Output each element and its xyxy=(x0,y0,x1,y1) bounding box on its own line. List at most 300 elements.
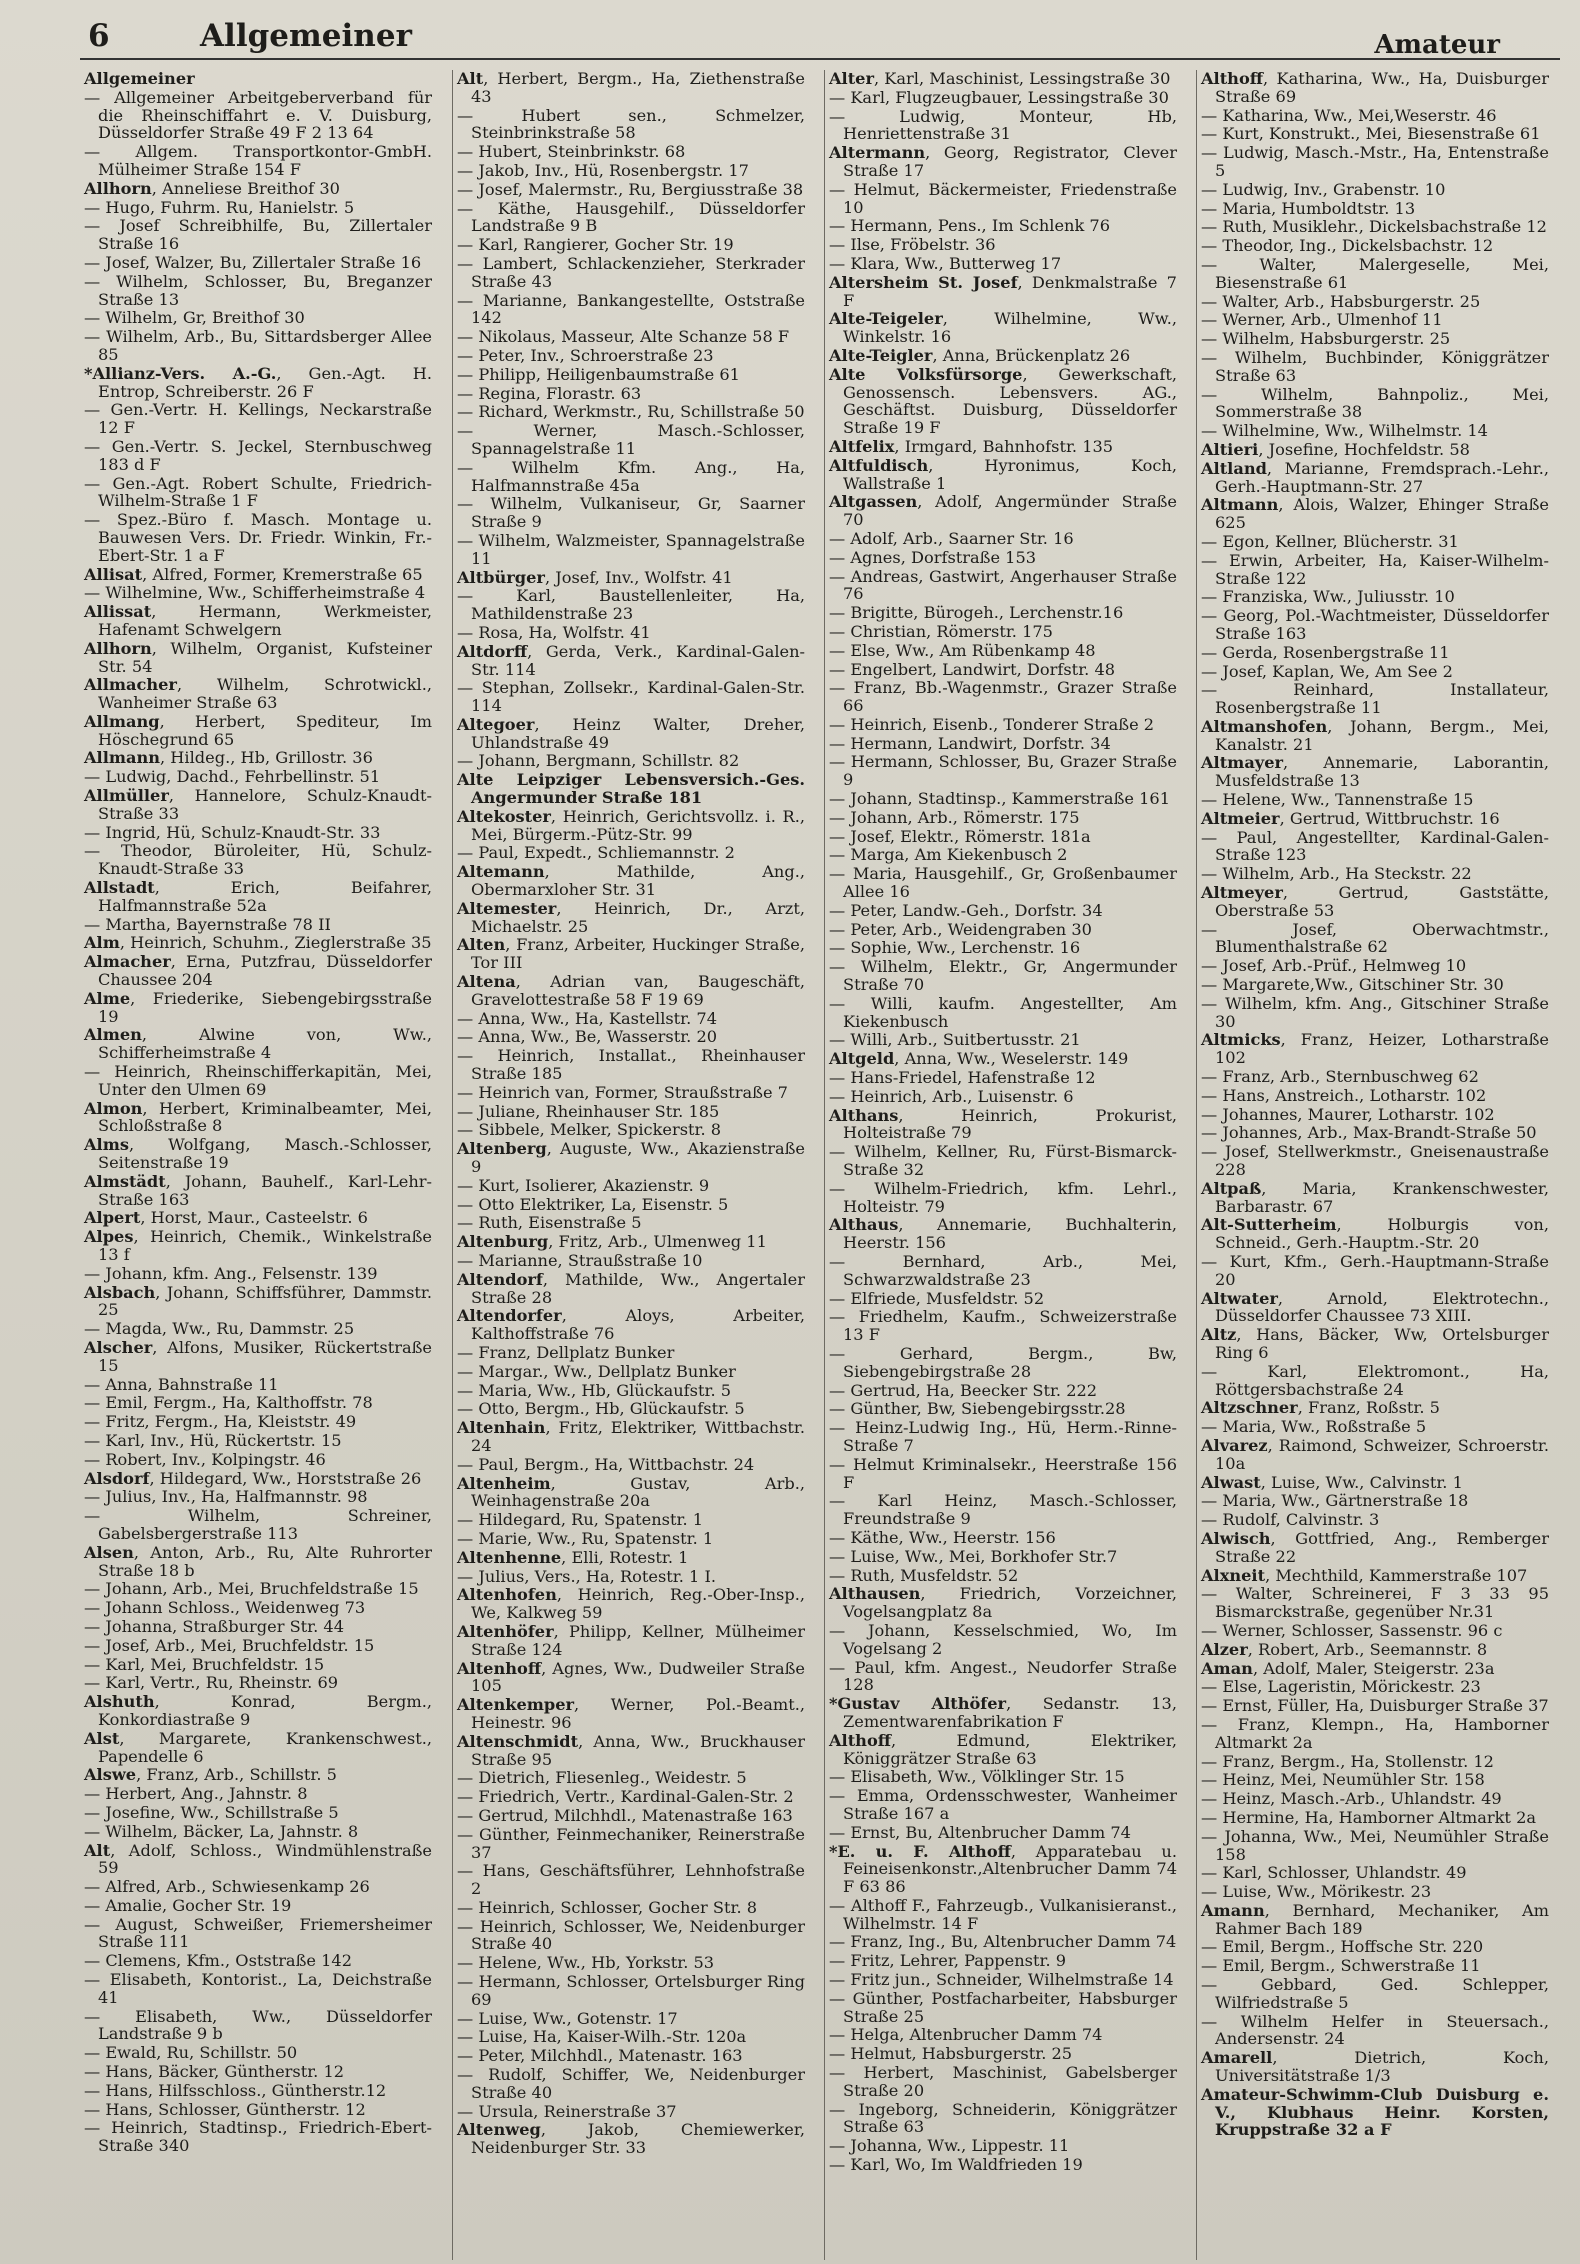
directory-entry: — August, Schweißer, Friemersheimer Straße 111 xyxy=(84,1914,432,1952)
directory-entry: Altekoster, Heinrich, Gerichtsvollz. i. R., Mei, Bürgerm.-Pütz-Str. 99 xyxy=(457,806,805,844)
directory-entry: — Andreas, Gastwirt, Angerhauser Straße 76 xyxy=(829,566,1177,604)
directory-entry: Allmang, Herbert, Spediteur, Im Höschegrund 65 xyxy=(84,711,432,749)
directory-entry: — Luise, Ww., Mei, Borkhofer Str.7 xyxy=(829,1546,1118,1566)
directory-entry: — Günther, Postfacharbeiter, Habsburger Straße 25 xyxy=(829,1988,1177,2026)
directory-entry: Almen, Alwine von, Ww., Schifferheimstraße 4 xyxy=(84,1025,432,1063)
directory-entry: — Otto Elektriker, La, Eisenstr. 5 xyxy=(457,1194,729,1214)
directory-entry: *E. u. F. Althoff, Apparatebau u. Feineisenkonstr.,Altenbrucher Damm 74 F 63 86 xyxy=(829,1841,1177,1897)
directory-entry: — Emma, Ordensschwester, Wanheimer Straße 167 a xyxy=(829,1786,1177,1823)
directory-entry: — Fritz, Fergm., Ha, Kleiststr. 49 xyxy=(84,1412,357,1432)
directory-entry: — Hans-Friedel, Hafenstraße 12 xyxy=(829,1068,1096,1088)
directory-entry: — Johannes, Arb., Max-Brandt-Straße 50 xyxy=(1201,1123,1537,1143)
directory-entry: Altmanshofen, Johann, Bergm., Mei, Kanalstr. 21 xyxy=(1201,716,1549,754)
directory-entry: — Bernhard, Arb., Mei, Schwarzwaldstraße 23 xyxy=(829,1252,1177,1289)
directory-entry: — Luise, Ww., Mörikestr. 23 xyxy=(1201,1882,1432,1902)
directory-entry: — Johanna, Ww., Mei, Neumühler Straße 158 xyxy=(1201,1826,1549,1864)
directory-entry: — Brigitte, Bürogeh., Lerchenstr.16 xyxy=(829,603,1124,623)
directory-entry: — Richard, Werkmstr., Ru, Schillstraße 50 xyxy=(457,402,805,422)
directory-entry: Altemann, Mathilde, Ang., Obermarxloher Str. 31 xyxy=(457,862,805,900)
directory-entry: — Hugo, Fuhrm. Ru, Hanielstr. 5 xyxy=(84,197,355,217)
directory-entry: Amateur-Schwimm-Club Duisburg e. V., Klubhaus Heinr. Korsten, Kruppstraße 32 a F xyxy=(1201,2084,1549,2140)
directory-entry: — Johanna, Ww., Lippestr. 11 xyxy=(829,2136,1070,2156)
directory-entry: — Gerhard, Bergm., Bw, Siebengebirgstraße 28 xyxy=(829,1343,1177,1381)
directory-entry: — Agnes, Dorfstraße 153 xyxy=(829,547,1037,567)
directory-entry: — Peter, Inv., Schroerstraße 23 xyxy=(457,345,714,365)
directory-entry: — Wilhelm, Schlosser, Bu, Breganzer Straße 13 xyxy=(84,271,432,309)
directory-entry: — Wilhelm, Gr, Breithof 30 xyxy=(84,308,305,328)
directory-entry: — Jakob, Inv., Hü, Rosenbergstr. 17 xyxy=(457,160,749,180)
directory-entry: — Helmut, Habsburgerstr. 25 xyxy=(829,2044,1073,2064)
directory-entry: — Wilhelm Helfer in Steuersach., Andersenstr. 24 xyxy=(1201,2011,1549,2049)
directory-entry: — Elfriede, Musfeldstr. 52 xyxy=(829,1288,1045,1308)
directory-entry: — Wilhelm, Habsburgerstr. 25 xyxy=(1201,329,1451,349)
column-4 xyxy=(1196,70,1557,2260)
directory-entry: Altgeld, Anna, Ww., Weselerstr. 149 xyxy=(829,1049,1129,1069)
directory-entry: — Else, Lageristin, Mörickestr. 23 xyxy=(1201,1677,1481,1697)
directory-entry: — Josef, Elektr., Römerstr. 181a xyxy=(829,826,1091,846)
directory-entry: — Wilhelm, Arb., Bu, Sittardsberger Allee 85 xyxy=(84,327,432,364)
directory-entry: — Wilhelmine, Ww., Schifferheimstraße 4 xyxy=(84,583,426,603)
directory-entry: Alwisch, Gottfried, Ang., Remberger Straße 22 xyxy=(1201,1528,1549,1566)
directory-entry: — Magda, Ww., Ru, Dammstr. 25 xyxy=(84,1319,355,1339)
directory-entry: Alwast, Luise, Ww., Calvinstr. 1 xyxy=(1201,1472,1463,1492)
page-header xyxy=(80,16,1560,60)
directory-entry: — Käthe, Ww., Heerstr. 156 xyxy=(829,1527,1056,1547)
directory-entry: Altz, Hans, Bäcker, Ww, Ortelsburger Ring 6 xyxy=(1201,1325,1549,1362)
directory-entry: Alte Volksfürsorge, Gewerkschaft, Genossensch. Lebensvers. AG., Geschäftst. Duisburg, Düsseldorfer Straße 19 F xyxy=(829,364,1177,438)
directory-entry: — Johannes, Maurer, Lotharstr. 102 xyxy=(1201,1104,1495,1124)
directory-entry: — Ernst, Bu, Altenbrucher Damm 74 xyxy=(829,1822,1131,1842)
directory-entry: — Gen.-Vertr. H. Kellings, Neckarstraße 12 F xyxy=(84,400,432,438)
directory-entry: — Heinrich, Schlosser, Gocher Str. 8 xyxy=(457,1897,758,1917)
directory-entry: — Rosa, Ha, Wolfstr. 41 xyxy=(457,622,651,642)
directory-entry: — Adolf, Arb., Saarner Str. 16 xyxy=(829,528,1074,548)
directory-entry: — Kurt, Kfm., Gerh.-Hauptmann-Straße 20 xyxy=(1201,1252,1549,1289)
directory-entry: — Josef, Walzer, Bu, Zillertaler Straße 16 xyxy=(84,252,422,272)
directory-entry: — Anna, Ww., Ha, Kastellstr. 74 xyxy=(457,1008,718,1028)
directory-entry: — Karl, Rangierer, Gocher Str. 19 xyxy=(457,235,734,255)
directory-entry: — Franz, Dellplatz Bunker xyxy=(457,1342,675,1362)
directory-entry: Altena, Adrian van, Baugeschäft, Gravelottestraße 58 F 19 69 xyxy=(457,972,805,1009)
directory-entry: Altenkemper, Werner, Pol.-Beamt., Heinestr. 96 xyxy=(457,1695,805,1732)
directory-entry: — Nikolaus, Masseur, Alte Schanze 58 F xyxy=(457,327,790,347)
directory-entry: — Ilse, Fröbelstr. 36 xyxy=(829,235,996,255)
directory-entry: — Anna, Ww., Be, Wasserstr. 20 xyxy=(457,1027,718,1047)
directory-entry: Althoff, Edmund, Elektriker, Königgrätzer Straße 63 xyxy=(829,1730,1177,1768)
directory-entry: — Johann, kfm. Ang., Felsenstr. 139 xyxy=(84,1263,378,1283)
directory-entry: — Josef, Malermstr., Ru, Bergiusstraße 38 xyxy=(457,179,804,199)
directory-entry: — Maria, Ww., Gärtnerstraße 18 xyxy=(1201,1491,1469,1511)
directory-entry: — Ruth, Musfeldstr. 52 xyxy=(829,1565,1019,1585)
directory-entry: Altersheim St. Josef, Denkmalstraße 7 F xyxy=(829,272,1177,310)
directory-entry: — Ruth, Musiklehr., Dickelsbachstraße 12 xyxy=(1201,217,1547,237)
directory-entry: Altenhenne, Elli, Rotestr. 1 xyxy=(457,1547,689,1567)
directory-entry: Altmicks, Franz, Heizer, Lotharstraße 102 xyxy=(1201,1030,1549,1068)
directory-entry: — Karl, Wo, Im Waldfrieden 19 xyxy=(829,2155,1083,2175)
directory-entry: — Philipp, Heiligenbaumstraße 61 xyxy=(457,364,740,384)
directory-entry: Allstadt, Erich, Beifahrer, Halfmannstraße 52a xyxy=(84,878,432,915)
directory-entry: Althans, Heinrich, Prokurist, Holteistraße 79 xyxy=(829,1105,1177,1143)
directory-entry: Alzer, Robert, Arb., Seemannstr. 8 xyxy=(1201,1639,1488,1659)
directory-entry: — Emil, Bergm., Hoffsche Str. 220 xyxy=(1201,1937,1484,1957)
directory-entry: — Karl, Inv., Hü, Rückertstr. 15 xyxy=(84,1430,342,1450)
header-left-keyword: Allgemeiner xyxy=(200,18,412,54)
directory-entry: — Herbert, Maschinist, Gabelsberger Straße 20 xyxy=(829,2063,1177,2100)
directory-entry: — Wilhelm, Elektr., Gr, Angermunder Straße 70 xyxy=(829,957,1177,995)
directory-entry: Alm, Heinrich, Schuhm., Zieglerstraße 35 xyxy=(84,933,432,953)
directory-entry: — Peter, Arb., Weidengraben 30 xyxy=(829,919,1092,939)
directory-entry: Altmeyer, Gertrud, Gaststätte, Oberstraße 53 xyxy=(1201,883,1549,920)
directory-entry: — Hans, Geschäftsführer, Lehnhofstraße 2 xyxy=(457,1861,805,1899)
directory-entry: — Wilhelm, Buchbinder, Königgrätzer Straße 63 xyxy=(1201,347,1549,385)
directory-entry: — Clemens, Kfm., Oststraße 142 xyxy=(84,1951,353,1971)
directory-entry: *Gustav Althöfer, Sedanstr. 13, Zementwarenfabrikation F xyxy=(829,1694,1177,1731)
directory-entry: — Paul, kfm. Angest., Neudorfer Straße 128 xyxy=(829,1657,1177,1695)
directory-entry: Alter, Karl, Maschinist, Lessingstraße 30 xyxy=(829,70,1171,88)
directory-entry: — Heinrich, Eisenb., Tonderer Straße 2 xyxy=(829,714,1155,734)
directory-entry: — Hildegard, Ru, Spatenstr. 1 xyxy=(457,1510,704,1530)
directory-entry: — Heinz-Ludwig Ing., Hü, Herm.-Rinne-Straße 7 xyxy=(829,1418,1177,1455)
directory-entry: — Käthe, Hausgehilf., Düsseldorfer Landstraße 9 B xyxy=(457,198,805,236)
directory-entry: — Althoff F., Fahrzeugb., Vulkanisieranst., Wilhelmstr. 14 F xyxy=(829,1895,1177,1933)
directory-entry: — Wilhelm, Vulkaniseur, Gr, Saarner Straße 9 xyxy=(457,494,805,532)
directory-entry: — Franziska, Ww., Juliusstr. 10 xyxy=(1201,587,1455,607)
directory-entry: — Kurt, Isolierer, Akazienstr. 9 xyxy=(457,1175,710,1195)
directory-entry: — Josef, Stellwerkmstr., Gneisenaustraße 228 xyxy=(1201,1142,1549,1180)
directory-entry: — Helene, Ww., Hb, Yorkstr. 53 xyxy=(457,1953,715,1973)
directory-entry: — Paul, Angestellter, Kardinal-Galen-Straße 123 xyxy=(1201,827,1549,865)
directory-entry: — Wilhelm-Friedrich, kfm. Lehrl., Holteistr. 79 xyxy=(829,1178,1177,1216)
directory-entry: — Georg, Pol.-Wachtmeister, Düsseldorfer Straße 163 xyxy=(1201,606,1549,643)
directory-entry: Alpert, Horst, Maur., Casteelstr. 6 xyxy=(84,1208,368,1228)
directory-entry: Altfelix, Irmgard, Bahnhofstr. 135 xyxy=(829,436,1114,456)
directory-entry: Altenheim, Gustav, Arb., Weinhagenstraße 20a xyxy=(457,1473,805,1511)
directory-entry: — Fritz, Lehrer, Pappenstr. 9 xyxy=(829,1951,1067,1971)
directory-entry: Almstädt, Johann, Bauhelf., Karl-Lehr-Straße 163 xyxy=(84,1171,432,1209)
directory-entry: Allmüller, Hannelore, Schulz-Knaudt-Straße 33 xyxy=(84,786,432,823)
directory-entry: — Johann, Arb., Mei, Bruchfeldstraße 15 xyxy=(84,1579,419,1599)
directory-entry: — Elisabeth, Ww., Düsseldorfer Landstraße 9 b xyxy=(84,2006,432,2044)
directory-entry: Allissat, Hermann, Werkmeister, Hafenamt Schwelgern xyxy=(84,602,432,639)
directory-entry: — Rudolf, Schiffer, We, Neidenburger Straße 40 xyxy=(457,2065,805,2102)
directory-entry: — Maria, Humboldtstr. 13 xyxy=(1201,198,1416,218)
directory-entry: Alte-Teigler, Anna, Brückenplatz 26 xyxy=(829,345,1131,365)
directory-entry: Alxneit, Mechthild, Kammerstraße 107 xyxy=(1201,1565,1528,1585)
directory-entry: — Elisabeth, Ww., Völklinger Str. 15 xyxy=(829,1767,1125,1787)
directory-entry: — Ludwig, Dachd., Fehrbellinstr. 51 xyxy=(84,767,381,787)
directory-entry: — Julius, Inv., Ha, Halfmannstr. 98 xyxy=(84,1487,368,1507)
directory-entry: — Marga, Am Kiekenbusch 2 xyxy=(829,845,1068,865)
directory-entry: — Hermine, Ha, Hamborner Altmarkt 2a xyxy=(1201,1807,1537,1827)
directory-entry: — Helmut, Bäckermeister, Friedenstraße 10 xyxy=(829,179,1177,217)
directory-entry: — Helene, Ww., Tannenstraße 15 xyxy=(1201,790,1474,810)
directory-entry: — Friedhelm, Kaufm., Schweizerstraße 13 F xyxy=(829,1307,1177,1345)
directory-entry: — Heinz, Mei, Neumühler Str. 158 xyxy=(1201,1770,1485,1790)
directory-entry: — Willi, kaufm. Angestellter, Am Kiekenbusch xyxy=(829,993,1177,1031)
directory-entry: — Ludwig, Masch.-Mstr., Ha, Entenstraße 5 xyxy=(1201,143,1549,180)
directory-entry: Alsbach, Johann, Schiffsführer, Dammstr. 25 xyxy=(84,1282,432,1320)
directory-entry: — Paul, Bergm., Ha, Wittbachstr. 24 xyxy=(457,1454,755,1474)
directory-entry: — Hermann, Landwirt, Dorfstr. 34 xyxy=(829,733,1111,753)
directory-entry: — Franz, Ing., Bu, Altenbrucher Damm 74 xyxy=(829,1932,1177,1952)
directory-entry: Althaus, Annemarie, Buchhalterin, Heerstr. 156 xyxy=(829,1215,1177,1253)
directory-entry: — Hubert sen., Schmelzer, Steinbrinkstraße 58 xyxy=(457,105,805,143)
directory-entry: Altzschner, Franz, Roßstr. 5 xyxy=(1201,1398,1440,1418)
directory-entry: — Karl Heinz, Masch.-Schlosser, Freundstraße 9 xyxy=(829,1491,1177,1529)
directory-entry: — Karl, Schlosser, Uhlandstr. 49 xyxy=(1201,1863,1467,1883)
directory-entry: — Josef, Arb., Mei, Bruchfeldstr. 15 xyxy=(84,1635,375,1655)
directory-entry: Allhorn, Wilhelm, Organist, Kufsteiner Str. 54 xyxy=(84,638,432,676)
directory-entry: Altmayer, Annemarie, Laborantin, Musfeldstraße 13 xyxy=(1201,753,1549,791)
directory-entry: — Franz, Bb.-Wagenmstr., Grazer Straße 66 xyxy=(829,678,1177,716)
directory-entry: — Heinrich, Rheinschifferkapitän, Mei, Unter den Ulmen 69 xyxy=(84,1062,432,1099)
directory-entry: — Dietrich, Fliesenleg., Weidestr. 5 xyxy=(457,1768,747,1788)
directory-entry: Alsdorf, Hildegard, Ww., Horststraße 26 xyxy=(84,1468,422,1488)
directory-entry: Alten, Franz, Arbeiter, Huckinger Straße, Tor III xyxy=(457,935,805,973)
directory-entry: — Hans, Schlosser, Güntherstr. 12 xyxy=(84,2099,366,2119)
directory-entry: Allgemeiner xyxy=(84,70,195,88)
directory-entry: — Juliane, Rheinhauser Str. 185 xyxy=(457,1101,720,1121)
directory-entry: — Johann, Kesselschmied, Wo, Im Vogelsang 2 xyxy=(829,1620,1177,1658)
directory-entry: Altieri, Josefine, Hochfeldstr. 58 xyxy=(1201,439,1470,459)
directory-entry: — Marie, Ww., Ru, Spatenstr. 1 xyxy=(457,1528,714,1548)
directory-entry: — Karl, Vertr., Ru, Rheinstr. 69 xyxy=(84,1673,339,1693)
directory-entry: — Luise, Ha, Kaiser-Wilh.-Str. 120a xyxy=(457,2027,747,2047)
directory-entry: — Theodor, Ing., Dickelsbachstr. 12 xyxy=(1201,236,1494,256)
directory-entry: — Marianne, Straußstraße 10 xyxy=(457,1251,703,1270)
directory-entry: — Gebbard, Ged. Schlepper, Wilfriedstraße 5 xyxy=(1201,1975,1549,2012)
directory-entry: Alscher, Alfons, Musiker, Rückertstraße 15 xyxy=(84,1337,432,1375)
directory-entry: — Ursula, Reinerstraße 37 xyxy=(457,2101,677,2121)
directory-entry: — Gen.-Agt. Robert Schulte, Friedrich-Wilhelm-Straße 1 F xyxy=(84,473,432,511)
directory-entry: — Karl, Flugzeugbauer, Lessingstraße 30 xyxy=(829,87,1169,107)
directory-entry: — Sibbele, Melker, Spickerstr. 8 xyxy=(457,1120,722,1140)
directory-entry: — Katharina, Ww., Mei,Weserstr. 46 xyxy=(1201,105,1497,125)
directory-entry: Almacher, Erna, Putzfrau, Düsseldorfer Chaussee 204 xyxy=(84,952,432,990)
directory-entry: — Hans, Bäcker, Güntherstr. 12 xyxy=(84,2062,345,2082)
directory-entry: Amarell, Dietrich, Koch, Universitätstraße 1/3 xyxy=(1201,2048,1549,2086)
directory-entry: — Margarete,Ww., Gitschiner Str. 30 xyxy=(1201,975,1504,995)
directory-entry: Altfuldisch, Hyronimus, Koch, Wallstraße 1 xyxy=(829,455,1177,493)
directory-entry: — Robert, Inv., Kolpingstr. 46 xyxy=(84,1449,326,1469)
directory-entry: — Ludwig, Monteur, Hb, Henriettenstraße 31 xyxy=(829,106,1177,144)
directory-entry: — Wilhelm, Bahnpoliz., Mei, Sommerstraße 38 xyxy=(1201,384,1549,422)
directory-entry: — Hermann, Schlosser, Ortelsburger Ring 69 xyxy=(457,1972,805,2009)
directory-entry: Altendorfer, Aloys, Arbeiter, Kalthoffstraße 76 xyxy=(457,1306,805,1344)
directory-entry: — Josef, Oberwachtmstr., Blumenthalstraße 62 xyxy=(1201,919,1549,957)
directory-entry: — Ernst, Füller, Ha, Duisburger Straße 37 xyxy=(1201,1696,1549,1716)
directory-entry: *Allianz-Vers. A.-G., Gen.-Agt. H. Entrop, Schreiberstr. 26 F xyxy=(84,363,433,401)
directory-entry: — Hermann, Pens., Im Schlenk 76 xyxy=(829,216,1111,236)
directory-entry: Allmacher, Wilhelm, Schrotwickl., Wanheimer Straße 63 xyxy=(84,675,432,713)
directory-entry: Altland, Marianne, Fremdsprach.-Lehr., Gerh.-Hauptmann-Str. 27 xyxy=(1201,458,1549,496)
directory-entry: Almon, Herbert, Kriminalbeamter, Mei, Schloßstraße 8 xyxy=(84,1098,432,1136)
directory-entry: — Josef Schreibhilfe, Bu, Zillertaler Straße 16 xyxy=(84,216,432,254)
directory-entry: — Franz, Bergm., Ha, Stollenstr. 12 xyxy=(1201,1751,1494,1771)
page-number: 6 xyxy=(88,18,110,54)
directory-entry: — Wilhelm, Walzmeister, Spannagelstraße 11 xyxy=(457,530,805,568)
directory-entry: — Johanna, Straßburger Str. 44 xyxy=(84,1616,345,1636)
directory-entry: — Karl, Baustellenleiter, Ha, Mathildenstraße 23 xyxy=(457,586,805,624)
directory-entry: — Heinrich, Installat., Rheinhauser Straße 185 xyxy=(457,1046,805,1084)
directory-entry: — Spez.-Büro f. Masch. Montage u. Bauwesen Vers. Dr. Friedr. Winkin, Fr.-Ebert-Str. 1 a F xyxy=(84,510,432,565)
directory-entry: — Sophie, Ww., Lerchenstr. 16 xyxy=(829,938,1081,958)
directory-entry: Althausen, Friedrich, Vorzeichner, Vogelsangplatz 8a xyxy=(829,1584,1177,1622)
directory-entry: — Heinrich, Stadtinsp., Friedrich-Ebert-Straße 340 xyxy=(84,2118,432,2156)
directory-entry: — Willi, Arb., Suitbertusstr. 21 xyxy=(829,1030,1081,1050)
directory-entry: Allhorn, Anneliese Breithof 30 xyxy=(84,178,340,198)
directory-entry: — Ingeborg, Schneiderin, Königgrätzer Straße 63 xyxy=(829,2099,1177,2137)
directory-columns xyxy=(80,70,1564,2264)
directory-entry: — Emil, Fergm., Ha, Kalthoffstr. 78 xyxy=(84,1393,373,1413)
column-2 xyxy=(452,70,813,2260)
directory-entry: — Stephan, Zollsekr., Kardinal-Galen-Str. 114 xyxy=(457,678,805,716)
directory-entry: — Franz, Arb., Sternbuschweg 62 xyxy=(1201,1067,1479,1087)
directory-entry: Allisat, Alfred, Former, Kremerstraße 65 xyxy=(84,564,423,584)
directory-entry: — Helga, Altenbrucher Damm 74 xyxy=(829,2025,1103,2045)
directory-entry: — Anna, Bahnstraße 11 xyxy=(84,1374,279,1394)
directory-entry: — Ludwig, Inv., Grabenstr. 10 xyxy=(1201,179,1446,199)
directory-entry: Altdorff, Gerda, Verk., Kardinal-Galen-Str. 114 xyxy=(457,641,805,679)
directory-entry: — Maria, Ww., Roßstraße 5 xyxy=(1201,1417,1427,1437)
directory-entry: — Heinrich van, Former, Straußstraße 7 xyxy=(457,1082,788,1102)
directory-entry: Amann, Bernhard, Mechaniker, Am Rahmer Bach 189 xyxy=(1201,1900,1549,1938)
directory-entry: Allmann, Hildeg., Hb, Grillostr. 36 xyxy=(84,748,373,768)
directory-entry: — Else, Ww., Am Rübenkamp 48 xyxy=(829,640,1096,660)
directory-entry: Altpaß, Maria, Krankenschwester, Barbarastr. 67 xyxy=(1201,1178,1549,1216)
directory-entry: — Wilhelm, kfm. Ang., Gitschiner Straße 30 xyxy=(1201,993,1549,1031)
column-3 xyxy=(824,70,1185,2260)
directory-entry: — Wilhelm, Schreiner, Gabelsbergerstraße 113 xyxy=(84,1506,432,1543)
directory-entry: — Hubert, Steinbrinkstr. 68 xyxy=(457,142,686,162)
directory-entry: Alte Leipziger Lebensversich.-Ges. Angermunder Straße 181 xyxy=(457,770,805,808)
directory-entry: Altenhain, Fritz, Elektriker, Wittbachstr. 24 xyxy=(457,1418,805,1455)
directory-entry: — Josef, Kaplan, We, Am See 2 xyxy=(1201,661,1453,681)
directory-entry: — Maria, Ww., Hb, Glückaufstr. 5 xyxy=(457,1380,732,1400)
directory-entry: — Ingrid, Hü, Schulz-Knaudt-Str. 33 xyxy=(84,822,381,842)
directory-entry: — Elisabeth, Kontorist., La, Deichstraße 41 xyxy=(84,1970,432,2007)
directory-entry: — Martha, Bayernstraße 78 II xyxy=(84,914,331,934)
directory-entry: — Karl, Mei, Bruchfeldstr. 15 xyxy=(84,1654,325,1674)
directory-entry: Alsen, Anton, Arb., Ru, Alte Ruhrorter Straße 18 b xyxy=(84,1542,432,1580)
directory-entry: — Wilhelm, Bäcker, La, Jahnstr. 8 xyxy=(84,1821,359,1841)
directory-entry: — Erwin, Arbeiter, Ha, Kaiser-Wilhelm-Straße 122 xyxy=(1201,550,1549,588)
directory-entry: — Allgem. Transportkontor-GmbH. Mülheimer Straße 154 F xyxy=(84,142,432,179)
directory-entry: — Wilhelmine, Ww., Wilhelmstr. 14 xyxy=(1201,421,1488,441)
directory-entry: — Julius, Vers., Ha, Rotestr. 1 I. xyxy=(457,1566,717,1586)
directory-entry: — Walter, Malergeselle, Mei, Biesenstraße 61 xyxy=(1201,254,1549,292)
directory-entry: — Lambert, Schlackenzieher, Sterkrader Straße 43 xyxy=(457,253,805,291)
directory-entry: — Günther, Bw, Siebengebirgsstr.28 xyxy=(829,1399,1126,1419)
directory-entry: — Heinrich, Arb., Luisenstr. 6 xyxy=(829,1086,1074,1106)
directory-entry: — Paul, Expedt., Schliemannstr. 2 xyxy=(457,843,735,863)
directory-entry: — Wilhelm Kfm. Ang., Ha, Halfmannstraße 45a xyxy=(457,457,805,495)
directory-entry: — Hermann, Schlosser, Bu, Grazer Straße 9 xyxy=(829,752,1177,790)
directory-entry: — Günther, Feinmechaniker, Reinerstraße 37 xyxy=(457,1824,805,1862)
directory-entry: — Josefine, Ww., Schillstraße 5 xyxy=(84,1802,339,1822)
directory-entry: Altenburg, Fritz, Arb., Ulmenweg 11 xyxy=(457,1232,767,1252)
directory-entry: — Theodor, Büroleiter, Hü, Schulz-Knaudt-Straße 33 xyxy=(84,841,432,879)
directory-entry: — Reinhard, Installateur, Rosenbergstraße 11 xyxy=(1201,680,1549,718)
directory-entry: Altenschmidt, Anna, Ww., Bruckhauser Straße 95 xyxy=(457,1731,805,1769)
directory-entry: — Werner, Masch.-Schlosser, Spannagelstraße 11 xyxy=(457,421,805,458)
directory-entry: Altegoer, Heinz Walter, Dreher, Uhlandstraße 49 xyxy=(457,714,805,752)
directory-entry: — Wilhelm, Arb., Ha Steckstr. 22 xyxy=(1201,864,1472,884)
directory-entry: Alpes, Heinrich, Chemik., Winkelstraße 13 f xyxy=(84,1227,432,1264)
directory-entry: Altbürger, Josef, Inv., Wolfstr. 41 xyxy=(457,567,733,587)
directory-entry: — Herbert, Ang., Jahnstr. 8 xyxy=(84,1784,308,1804)
directory-entry: — Emil, Bergm., Schwerstraße 11 xyxy=(1201,1956,1481,1976)
directory-entry: Altmeier, Gertrud, Wittbruchstr. 16 xyxy=(1201,808,1500,828)
directory-entry: — Johann Schloss., Weidenweg 73 xyxy=(84,1598,366,1618)
directory-entry: Alst, Margarete, Krankenschwest., Papendelle 6 xyxy=(84,1728,432,1766)
directory-entry: — Johann, Stadtinsp., Kammerstraße 161 xyxy=(829,789,1171,809)
directory-entry: Alt, Adolf, Schloss., Windmühlenstraße 59 xyxy=(84,1840,432,1878)
directory-entry: — Walter, Schreinerei, F 3 33 95 Bismarckstraße, gegenüber Nr.31 xyxy=(1201,1584,1549,1622)
directory-entry: — Gertrud, Milchhdl., Matenastraße 163 xyxy=(457,1805,793,1825)
directory-entry: — Ewald, Ru, Schillstr. 50 xyxy=(84,2043,298,2063)
directory-entry: — Hans, Anstreich., Lotharstr. 102 xyxy=(1201,1085,1487,1105)
directory-entry: Altgassen, Adolf, Angermünder Straße 70 xyxy=(829,492,1177,530)
directory-entry: — Rudolf, Calvinstr. 3 xyxy=(1201,1510,1380,1530)
directory-entry: Altenhoff, Agnes, Ww., Dudweiler Straße 105 xyxy=(457,1658,805,1696)
directory-entry: — Franz, Klempn., Ha, Hamborner Altmarkt 2a xyxy=(1201,1714,1549,1752)
column-1 xyxy=(80,70,440,2260)
directory-entry: Altermann, Georg, Registrator, Clever Straße 17 xyxy=(829,143,1177,180)
directory-entry: — Christian, Römerstr. 175 xyxy=(829,621,1053,641)
directory-entry: — Gertrud, Ha, Beecker Str. 222 xyxy=(829,1380,1098,1400)
directory-entry: — Egon, Kellner, Blücherstr. 31 xyxy=(1201,531,1459,551)
directory-entry: — Fritz jun., Schneider, Wilhelmstraße 14 xyxy=(829,1970,1174,1990)
directory-entry: — Otto, Bergm., Hb, Glückaufstr. 5 xyxy=(457,1399,745,1419)
directory-entry: — Margar., Ww., Dellplatz Bunker xyxy=(457,1361,736,1381)
directory-entry: — Peter, Milchhdl., Matenastr. 163 xyxy=(457,2046,743,2066)
directory-entry: — Marianne, Bankangestellte, Oststraße 142 xyxy=(457,290,805,328)
directory-entry: Altwater, Arnold, Elektrotechn., Düsseldorfer Chaussee 73 XIII. xyxy=(1201,1288,1549,1326)
directory-entry: Althoff, Katharina, Ww., Ha, Duisburger Straße 69 xyxy=(1201,70,1549,106)
directory-entry: Alt-Sutterheim, Holburgis von, Schneid., Gerh.-Hauptm.-Str. 20 xyxy=(1201,1215,1549,1253)
directory-entry: Altmann, Alois, Walzer, Ehinger Straße 625 xyxy=(1201,495,1549,533)
directory-entry: — Engelbert, Landwirt, Dorfstr. 48 xyxy=(829,659,1116,679)
directory-entry: — Luise, Ww., Gotenstr. 17 xyxy=(457,2008,678,2028)
directory-entry: Alvarez, Raimond, Schweizer, Schroerstr. 10a xyxy=(1201,1435,1549,1473)
directory-entry: — Johann, Arb., Römerstr. 175 xyxy=(829,807,1080,827)
directory-entry: Altenhöfer, Philipp, Kellner, Mülheimer Straße 124 xyxy=(457,1621,805,1659)
directory-entry: — Peter, Landw.-Geh., Dorfstr. 34 xyxy=(829,900,1103,920)
directory-entry: — Heinrich, Schlosser, We, Neidenburger Straße 40 xyxy=(457,1916,805,1954)
directory-entry: — Allgemeiner Arbeitgeberverband für die Rheinschiffahrt e. V. Duisburg, Düsseldorfer Straße 49 F 2 13 64 xyxy=(84,87,432,143)
directory-entry: Alshuth, Konrad, Bergm., Konkordiastraße 9 xyxy=(84,1692,432,1729)
directory-entry: — Werner, Schlosser, Sassenstr. 96 c xyxy=(1201,1620,1503,1640)
directory-entry: — Werner, Arb., Ulmenhof 11 xyxy=(1201,310,1443,330)
directory-entry: Altenhofen, Heinrich, Reg.-Ober-Insp., We, Kalkweg 59 xyxy=(457,1585,805,1623)
directory-entry: Altemester, Heinrich, Dr., Arzt, Michaelstr. 25 xyxy=(457,898,805,936)
directory-entry: Alswe, Franz, Arb., Schillstr. 5 xyxy=(84,1765,337,1785)
directory-entry: — Hans, Hilfsschloss., Güntherstr.12 xyxy=(84,2080,387,2100)
header-right-keyword: Amateur xyxy=(1374,30,1500,60)
directory-entry: — Ruth, Eisenstraße 5 xyxy=(457,1213,642,1233)
directory-entry: — Gerda, Rosenbergstraße 11 xyxy=(1201,642,1450,662)
directory-entry: Altenweg, Jakob, Chemiewerker, Neidenburger Str. 33 xyxy=(457,2120,805,2158)
directory-entry: — Walter, Arb., Habsburgerstr. 25 xyxy=(1201,291,1481,311)
directory-entry: Altendorf, Mathilde, Ww., Angertaler Straße 28 xyxy=(457,1269,805,1307)
directory-entry: — Regina, Florastr. 63 xyxy=(457,383,642,403)
directory-entry: Aman, Adolf, Maler, Steigerstr. 23a xyxy=(1201,1658,1495,1678)
directory-entry: Alme, Friederike, Siebengebirgsstraße 19 xyxy=(84,988,432,1026)
directory-entry: — Kurt, Konstrukt., Mei, Biesenstraße 61 xyxy=(1201,124,1541,144)
directory-entry: — Amalie, Gocher Str. 19 xyxy=(84,1895,292,1915)
directory-entry: — Heinz, Masch.-Arb., Uhlandstr. 49 xyxy=(1201,1789,1502,1809)
